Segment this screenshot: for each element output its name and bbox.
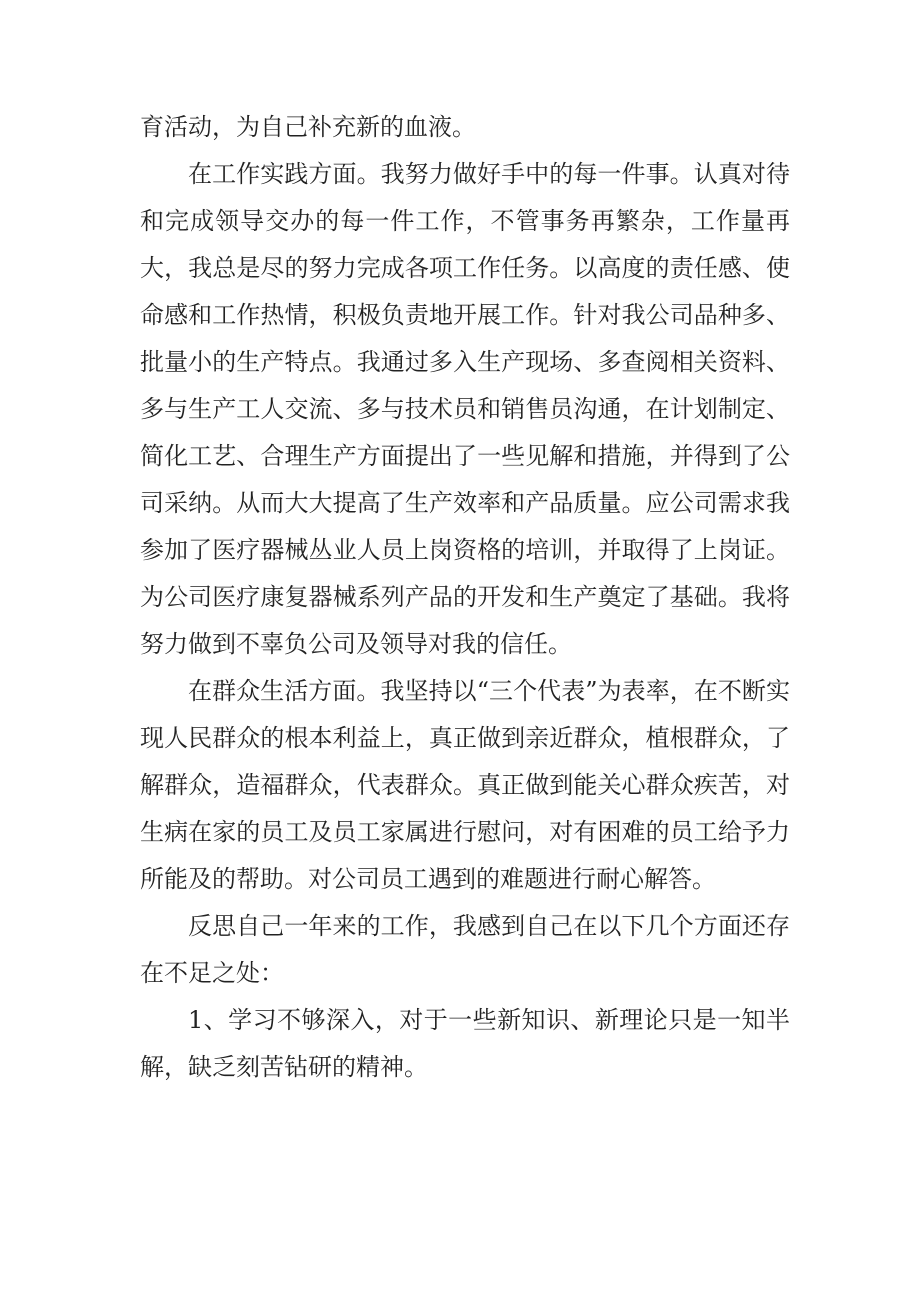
- paragraph-work-practice: 在工作实践方面。我努力做好手中的每一件事。认真对待和完成领导交办的每一件工作，不管事务再繁杂，工作量再大，我总是尽的努力完成各项工作任务。以高度的责任感、使命感和工作热情，积极负责地开展工作。针对我公司品种多、批量小的生产特点。我通过多入生产现场、多查阅相关资料、多与生产工人交流、多与技术员和销售员沟通，在计划制定、简化工艺、合理生产方面提出了一些见解和措施，并得到了公司采纳。从而大大提高了生产效率和产品质量。应公司需求我参加了医疗器械丛业人员上岗资格的培训，并取得了上岗证。为公司医疗康复器械系列产品的开发和生产奠定了基础。我将努力做到不辜负公司及领导对我的信任。: [140, 160, 790, 658]
- paragraph-continuation: 育活动，为自己补充新的血液。: [140, 113, 476, 141]
- document-body: [140, 104, 790, 1091]
- paragraph-mass-life: 在群众生活方面。我坚持以“三个代表”为表率，在不断实现人民群众的根本利益上，真正做到亲近群众，植根群众，了解群众，造福群众，代表群众。真正做到能关心群众疾苦，对生病在家的员工及员工家属进行慰问，对有困难的员工给予力所能及的帮助。对公司员工遇到的难题进行耐心解答。: [140, 677, 790, 893]
- paragraph-reflection: 反思自己一年来的工作，我感到自己在以下几个方面还存在不足之处：: [140, 912, 790, 987]
- paragraph-shortcoming-1: 1、学习不够深入，对于一些新知识、新理论只是一知半解，缺乏刻苦钻研的精神。: [140, 1006, 790, 1081]
